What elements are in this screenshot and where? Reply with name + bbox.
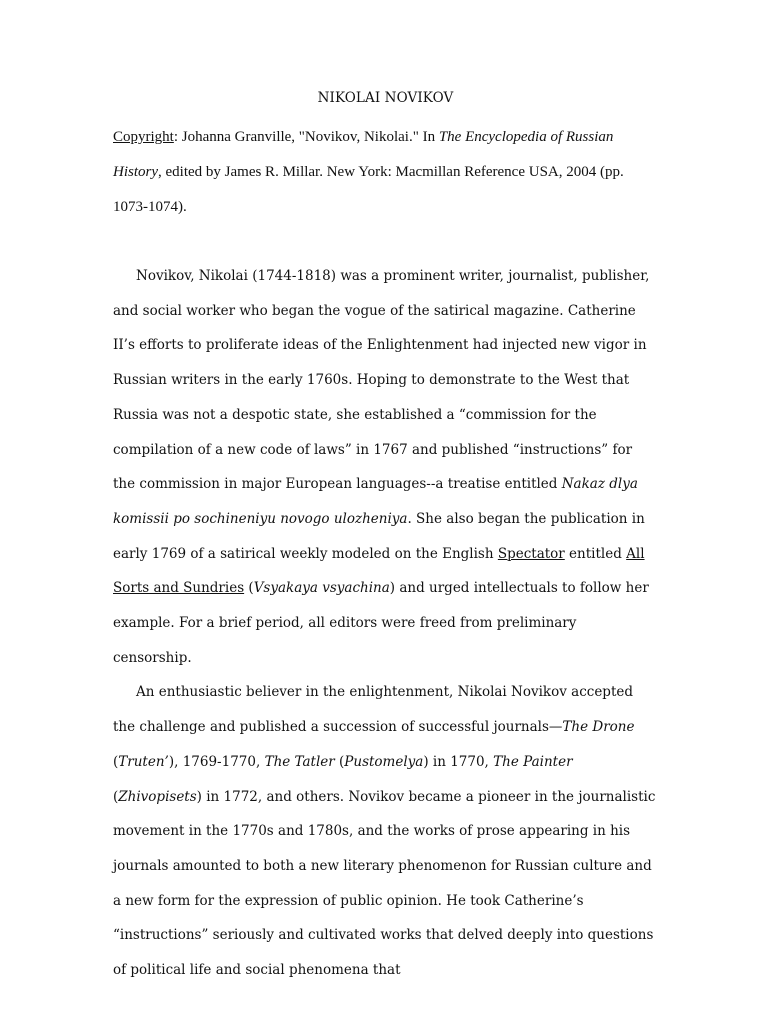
italic-title-nakaz: Nakaz dlya komissii po sochineniyu novogo ulozheniya bbox=[113, 476, 638, 527]
paragraph-text: ) in 1770, bbox=[423, 753, 494, 770]
italic-title-pustomelya: Pustomelya bbox=[344, 753, 424, 770]
italic-title-zhivopisets: Zhivopisets bbox=[118, 788, 197, 805]
paragraph-text: ) and urged intellectuals to follow her example. For a brief period, all editors were freed from preliminary censorship. bbox=[113, 580, 649, 666]
paragraph-text: entitled bbox=[564, 545, 627, 562]
paragraph-text: An enthusiastic believer in the enlightenment, Nikolai Novikov accepted the challenge and published a succession of successful journals— bbox=[113, 684, 634, 736]
italic-title-painter: The Painter bbox=[493, 753, 573, 770]
underlined-title-all-sorts: All Sorts and Sundries bbox=[113, 545, 645, 597]
paragraph-text: ( bbox=[113, 788, 119, 805]
italic-title-drone: The Drone bbox=[562, 719, 635, 736]
citation-text: , edited by James R. Millar. New York: Macmillan Reference USA, 2004 (pp. 1073-1074). bbox=[113, 164, 624, 215]
body-paragraph-2 bbox=[113, 675, 658, 987]
document-title: NIKOLAI NOVIKOV bbox=[317, 90, 454, 106]
copyright-label: Copyright bbox=[113, 129, 174, 145]
paragraph-text: . She also began the publication in early 1769 of a satirical weekly modeled on the English bbox=[113, 510, 645, 562]
paragraph-text: ) in 1772, and others. Novikov became a pioneer in the journalistic movement in the 1770s and 1780s, and the works of prose appearing in his journals amounted to both a new literary phenomenon for Russian culture and a new form for the expression of public opinion. He took Catherine’s “instructions” seriously and cultivated works that delved deeply into questions of political life and social phenomena that bbox=[113, 788, 656, 979]
italic-title-tatler: The Tatler bbox=[264, 753, 335, 770]
paragraph-text: ( bbox=[244, 580, 254, 597]
italic-title-truten: Truten’ bbox=[118, 753, 169, 770]
paragraph-text: ( bbox=[113, 753, 119, 770]
underlined-title-spectator: Spectator bbox=[497, 545, 565, 562]
body-paragraph-1 bbox=[113, 259, 658, 675]
citation-paragraph bbox=[113, 120, 658, 225]
paragraph-text: ( bbox=[334, 753, 345, 770]
citation-text: : Johanna Granville, "Novikov, Nikolai." In bbox=[173, 129, 439, 145]
paragraph-text: ), 1769-1770, bbox=[168, 753, 265, 770]
italic-title-vsyakaya: Vsyakaya vsyachina bbox=[253, 580, 390, 597]
citation-book-title: The Encyclopedia of Russian History bbox=[113, 129, 614, 180]
paragraph-text: Novikov, Nikolai (1744-1818) was a prominent writer, journalist, publisher, and social worker who began the vogue of the satirical magazine. Catherine II’s efforts to proliferate ideas of the Enlightenment had injected new vigor in Russian writers in the early 1760s. Hoping to demonstrate to the West that Russia was not a despotic state, she established a “commission for the compilation of a new code of laws” in 1767 and published “instructions” for the commission in major European languages--a treatise entitled bbox=[113, 268, 650, 493]
